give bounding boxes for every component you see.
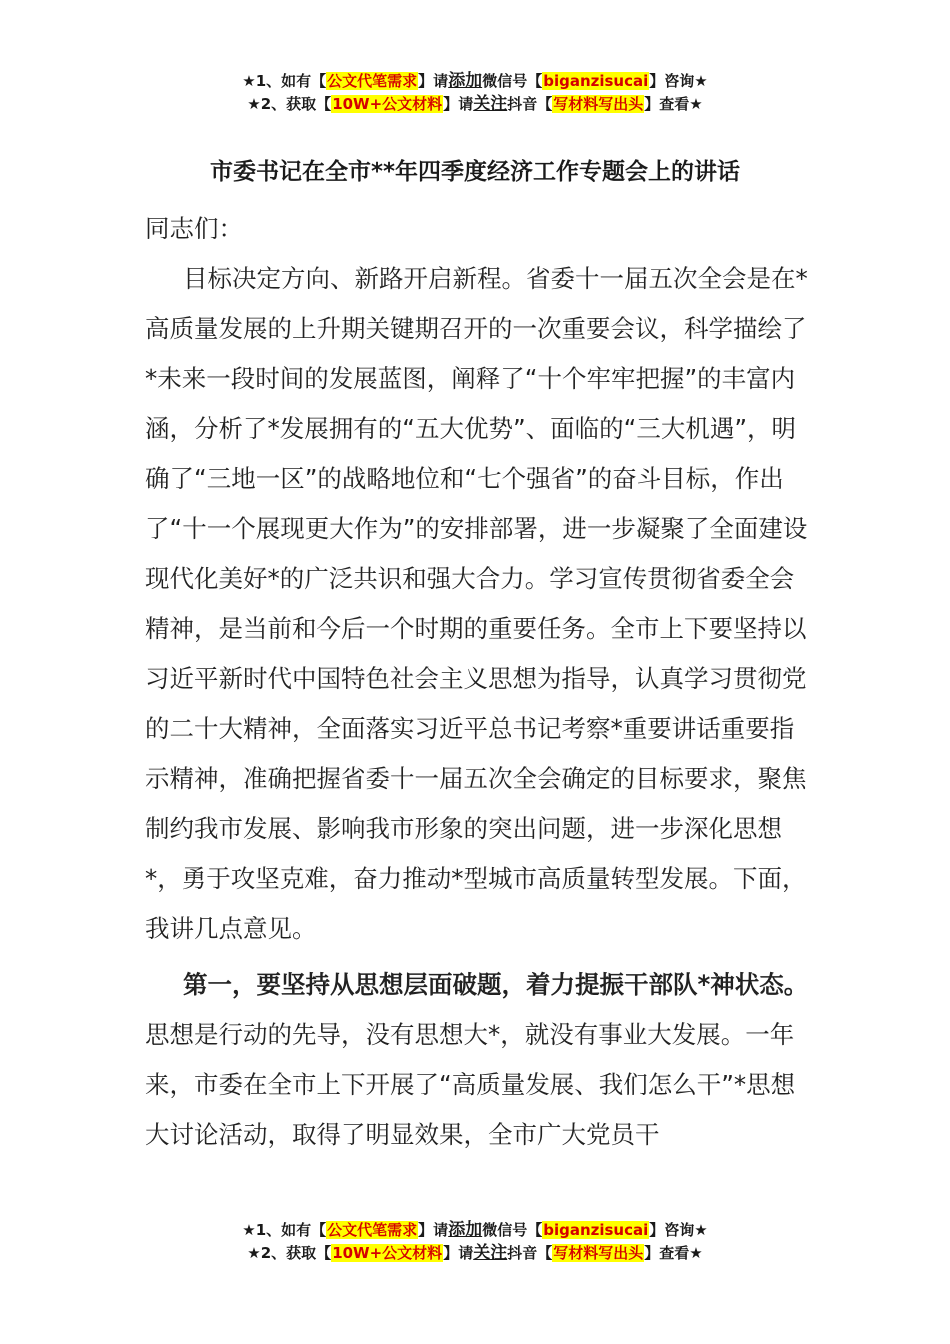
promo-highlight: 公文代笔需求 [327,72,418,90]
footer-promo-banner [0,1219,950,1265]
paragraph-intro: 目标决定方向、新路开启新程。省委十一届五次全会是在*高质量发展的上升期关键期召开的一次重要会议，科学描绘了*未来一段时间的发展蓝图，阐释了“十个牢牢把握”的丰富内涵，分析了*发展拥有的“五大优势”、面临的“三大机遇”，明确了“三地一区”的战略地位和“七个强省”的奋斗目标，作出了“十一个展现更大作为”的安排部署，进一步凝聚了全面建设现代化美好*的广泛共识和强大合力。学习宣传贯彻省委全会精神，是当前和今后一个时期的重要任务。全市上下要坚持以习近平新时代中国特色社会主义思想为指导，认真学习贯彻党的二十大精神，全面落实习近平总书记考察*重要讲话重要指示精神，准确把握省委十一届五次全会确定的目标要求，聚焦制约我市发展、影响我市形象的突出问题，进一步深化思想*，勇于攻坚克难，奋力推动*型城市高质量转型发展。下面，我讲几点意见。 [145,264,808,943]
document-title: 市委书记在全市**年四季度经济工作专题会上的讲话 [209,159,741,185]
promo-highlight: 10W+公文材料 [332,1244,443,1262]
promo-line-2: ★2、获取【10W+公文材料】请关注抖音【写材料写出头】查看★ [247,1243,703,1263]
promo-highlight: 10W+公文材料 [332,95,443,113]
promo-line-1: ★1、如有【公文代笔需求】请添加微信号【biganzisucai】咨询★ [242,1220,708,1240]
promo-highlight: 公文代笔需求 [327,1221,418,1239]
header-promo-banner [0,70,950,116]
promo-line-1: ★1、如有【公文代笔需求】请添加微信号【biganzisucai】咨询★ [242,71,708,91]
paragraph-heading: 第一，要坚持从思想层面破题，着力提振干部队*神状态。 [183,970,809,999]
paragraph-first-point: 第一，要坚持从思想层面破题，着力提振干部队*神状态。思想是行动的先导，没有思想大*，就没有事业大发展。一年来，市委在全市上下开展了“高质量发展、我们怎么干”*思想大讨论活动，取得了明显效果，全市广大党员干 [145,970,809,1149]
promo-line-2: ★2、获取【10W+公文材料】请关注抖音【写材料写出头】查看★ [247,94,703,114]
salutation: 同志们： [145,214,243,243]
douyin-id-highlight: 写材料写出头 [553,1244,644,1262]
document-body [145,204,810,1160]
wechat-id-highlight: biganzisucai [543,72,649,90]
douyin-id-highlight: 写材料写出头 [553,95,644,113]
wechat-id-highlight: biganzisucai [543,1221,649,1239]
